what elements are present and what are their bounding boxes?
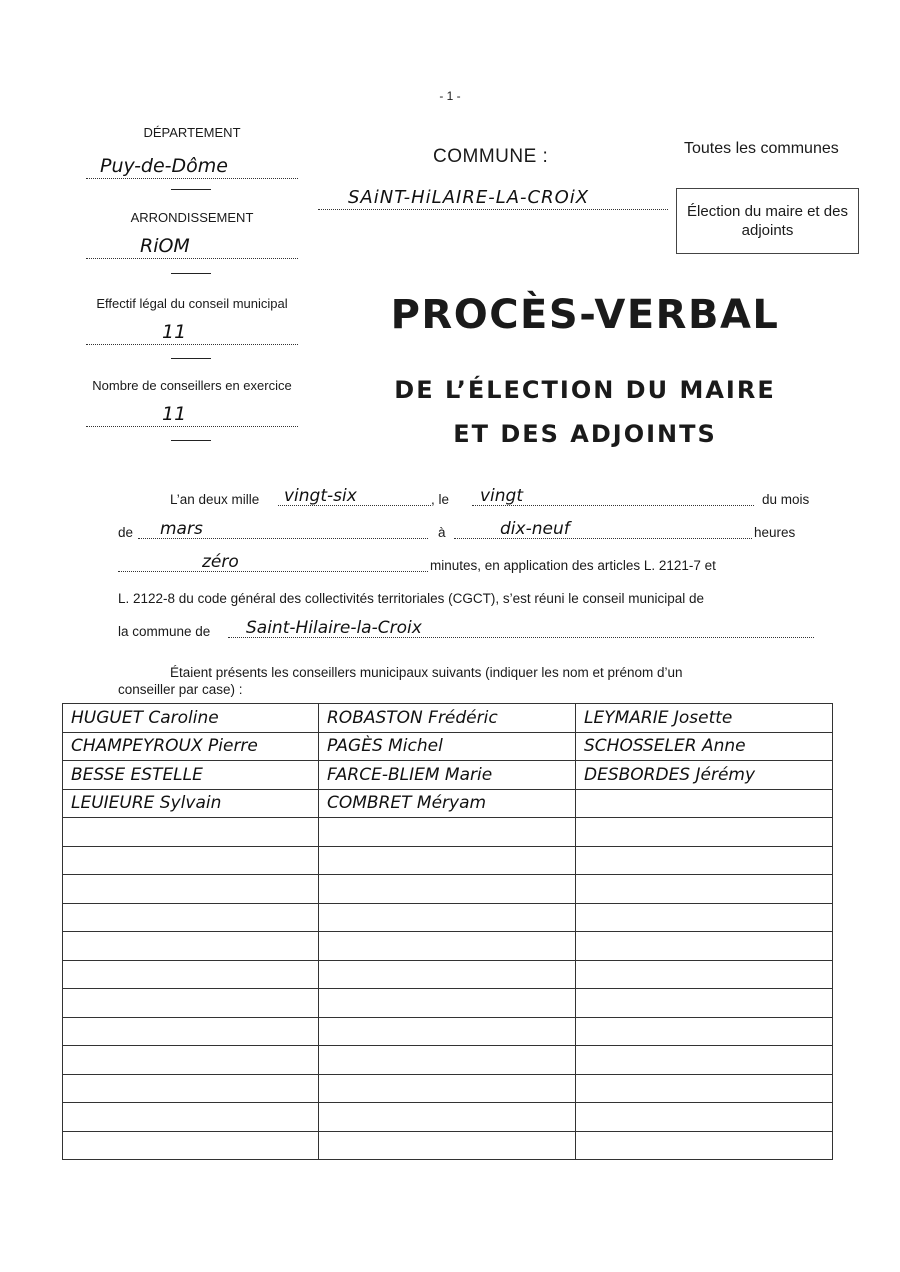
councillor-cell: LEUIEURE Sylvain <box>63 789 319 818</box>
councillor-cell <box>63 903 319 932</box>
month-hour-line <box>118 520 818 542</box>
minutes-line <box>118 553 818 575</box>
councillor-cell <box>319 903 576 932</box>
presents-intro-line-2 <box>118 677 818 699</box>
councillor-cell <box>63 960 319 989</box>
councillor-cell <box>319 932 576 961</box>
commune-name-value: Saint-Hilaire-la-Croix <box>246 618 422 638</box>
councillor-cell <box>576 1103 833 1132</box>
text: à <box>438 525 446 540</box>
page-subtitle-line-1: DE L’ÉLECTION DU MAIRE <box>394 376 776 404</box>
councillor-cell <box>63 1046 319 1075</box>
table-row <box>63 1046 833 1075</box>
departement-field <box>86 154 298 179</box>
table-row <box>63 903 833 932</box>
councillor-cell <box>576 875 833 904</box>
councillor-cell: ROBASTON Frédéric <box>319 704 576 733</box>
legal-line <box>118 586 818 608</box>
text: de <box>118 525 134 540</box>
table-row <box>63 875 833 904</box>
councillor-cell <box>319 875 576 904</box>
hour-field <box>454 538 752 539</box>
councillor-cell <box>576 932 833 961</box>
councillor-cell: LEYMARIE Josette <box>576 704 833 733</box>
councillor-cell <box>63 1131 319 1160</box>
page-subtitle-line-2: ET DES ADJOINTS <box>453 420 717 448</box>
table-row <box>63 732 833 761</box>
text: la commune de <box>118 624 211 639</box>
divider <box>171 358 211 359</box>
councillor-cell <box>576 903 833 932</box>
departement-label: DÉPARTEMENT <box>143 125 241 140</box>
councillor-cell <box>319 818 576 847</box>
councillor-cell <box>63 846 319 875</box>
councillor-cell <box>576 1017 833 1046</box>
councillor-cell <box>576 1046 833 1075</box>
minutes-value: zéro <box>202 552 239 572</box>
table-row <box>63 1074 833 1103</box>
arrondissement-field <box>86 234 298 259</box>
councillor-cell <box>319 1131 576 1160</box>
councillor-cell <box>319 1074 576 1103</box>
text: conseiller par case) : <box>118 682 243 697</box>
exercice-value: 11 <box>162 403 187 425</box>
councillor-cell <box>63 932 319 961</box>
text: , le <box>431 492 450 507</box>
councillor-cell <box>63 875 319 904</box>
arrondissement-label: ARRONDISSEMENT <box>130 210 254 225</box>
commune-field <box>318 183 668 210</box>
text: L’an deux mille <box>170 492 260 507</box>
exercice-label: Nombre de conseillers en exercice <box>92 378 292 393</box>
councillor-cell <box>319 960 576 989</box>
councillor-cell <box>63 1074 319 1103</box>
councillor-cell: SCHOSSELER Anne <box>576 732 833 761</box>
page-number: - 1 - <box>439 89 461 103</box>
councillor-cell: HUGUET Caroline <box>63 704 319 733</box>
councillors-table <box>62 703 833 1160</box>
exercice-field <box>86 402 298 427</box>
councillor-cell <box>576 789 833 818</box>
councillor-cell: CHAMPEYROUX Pierre <box>63 732 319 761</box>
councillor-cell <box>319 1046 576 1075</box>
divider <box>171 440 211 441</box>
commune-label: COMMUNE : <box>433 146 549 167</box>
month-value: mars <box>160 519 203 539</box>
councillor-cell <box>319 846 576 875</box>
year-value: vingt-six <box>284 486 357 506</box>
table-row <box>63 761 833 790</box>
effectif-value: 11 <box>162 321 187 343</box>
text: L. 2122-8 du code général des collectivités territoriales (CGCT), s’est réuni le conseil municipal de <box>118 591 705 606</box>
table-row <box>63 1017 833 1046</box>
arrondissement-value: RiOM <box>140 235 190 257</box>
councillor-cell: COMBRET Méryam <box>319 789 576 818</box>
table-row <box>63 1131 833 1160</box>
councillor-cell <box>576 1074 833 1103</box>
councillor-cell <box>63 818 319 847</box>
table-row <box>63 960 833 989</box>
councillor-cell: DESBORDES Jérémy <box>576 761 833 790</box>
table-row <box>63 846 833 875</box>
councillor-cell: BESSE ESTELLE <box>63 761 319 790</box>
minutes-field <box>118 571 428 572</box>
commune-value: SAiNT-HiLAIRE-LA-CROiX <box>348 187 590 208</box>
councillor-cell <box>576 960 833 989</box>
councillor-cell <box>576 989 833 1018</box>
councillor-cell <box>319 1017 576 1046</box>
table-row <box>63 789 833 818</box>
councillor-cell <box>63 1017 319 1046</box>
councillor-cell <box>576 1131 833 1160</box>
councillor-cell: FARCE-BLIEM Marie <box>319 761 576 790</box>
text: Étaient présents les conseillers municipaux suivants (indiquer les nom et prénom d’un <box>170 665 683 680</box>
table-row <box>63 704 833 733</box>
councillor-cell <box>319 989 576 1018</box>
day-value: vingt <box>480 486 524 506</box>
divider <box>171 273 211 274</box>
table-row <box>63 989 833 1018</box>
text: minutes, en application des articles L. 2121-7 et <box>430 558 716 573</box>
councillor-cell: PAGÈS Michel <box>319 732 576 761</box>
councillor-cell <box>576 818 833 847</box>
effectif-label: Effectif légal du conseil municipal <box>96 296 288 311</box>
departement-value: Puy-de-Dôme <box>100 155 228 177</box>
councillor-cell <box>63 1103 319 1132</box>
date-line <box>118 487 818 509</box>
hour-value: dix-neuf <box>500 519 570 539</box>
election-type-box: Élection du maire et des adjoints <box>676 188 859 254</box>
text: du mois <box>762 492 810 507</box>
scope-label: Toutes les communes <box>684 140 839 157</box>
text: heures <box>754 525 796 540</box>
table-row <box>63 932 833 961</box>
commune-line <box>118 619 818 641</box>
councillor-cell <box>319 1103 576 1132</box>
councillor-cell <box>576 846 833 875</box>
page-title: PROCÈS-VERBAL <box>390 292 780 338</box>
table-row <box>63 818 833 847</box>
effectif-field <box>86 320 298 345</box>
councillor-cell <box>63 989 319 1018</box>
table-row <box>63 1103 833 1132</box>
divider <box>171 189 211 190</box>
